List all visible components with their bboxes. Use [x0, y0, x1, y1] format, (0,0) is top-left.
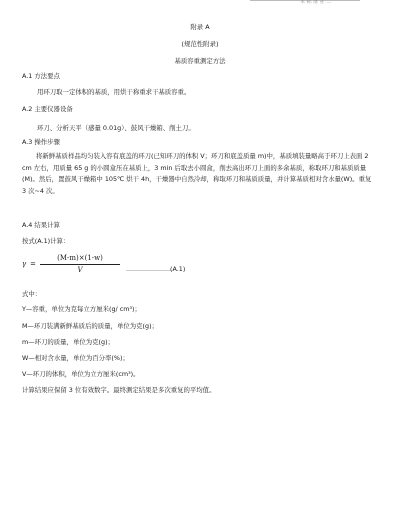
formula-a1 — [22, 253, 222, 277]
annex-type: (规范性附录) — [181, 40, 219, 48]
running-header: 本 标 准 在 … — [300, 0, 332, 5]
definition-item: W—相对含水量，单位为百分率(%)； — [22, 354, 129, 362]
fraction-bar — [40, 264, 120, 265]
section-a3-text: 将新鲜基质样品均匀装入容有底盖的环刀(已知环刀的体积 V；环刀和底盖质量 m)中，基质填装量略高于环刀上表面 2 cm 左右，用质量 65 g 的小圆盒压在基质上，3 min 后取去小圆盒，削去高出环刀上面的多余基质，称取环刀和基质质量(M)。然后，置鼓风干燥箱中 105℃ 烘干 4h，干燥器中自然冷却，称取环刀和基质质量，并计算基质相对含水量(W)。重复 3 次~4 次。 — [22, 152, 372, 195]
definition-item: m—环刀的质量，单位为克(g)； — [22, 338, 114, 346]
section-a2-text: 环刀、分析天平（感量 0.01g）、鼓风干燥箱、削土刀。 — [37, 124, 195, 132]
definition-item: M—环刀装满新鲜基质后的质量，单位为克(g)； — [22, 322, 158, 330]
formula-equals: = — [30, 260, 36, 268]
section-a4-heading: A.4 结果计算 — [22, 221, 60, 229]
section-a2-heading: A.2 主要仪器设备 — [22, 105, 73, 113]
section-a1-text: 用环刀取一定体积的基质，用烘干称重求干基质容重。 — [37, 88, 191, 96]
section-a3-heading: A.3 操作步骤 — [22, 138, 60, 146]
result-note: 计算结果应保留 3 位有效数字。最终测定结果是多次重复的平均值。 — [22, 386, 216, 394]
formula-numerator: (M-m)×(1-w) — [57, 254, 103, 262]
formula-denominator: V — [77, 266, 83, 274]
formula-reference: (A.1) — [170, 265, 186, 273]
where-label: 式中： — [22, 290, 42, 298]
definition-item: Y—容重，单位为克每立方厘米(g/ cm³)； — [22, 305, 141, 313]
formula-leader-dots: …………………… — [126, 266, 174, 273]
section-a4-intro: 按式(A.1)计算： — [22, 237, 70, 245]
annex-title: 附录 A — [190, 23, 210, 31]
formula-lhs: γ — [22, 260, 27, 268]
annex-name: 基质容重测定方法 — [174, 57, 226, 65]
section-a1-heading: A.1 方法要点 — [22, 72, 60, 80]
definition-item: V—环刀的体积，单位为立方厘米(cm³)。 — [22, 370, 140, 378]
